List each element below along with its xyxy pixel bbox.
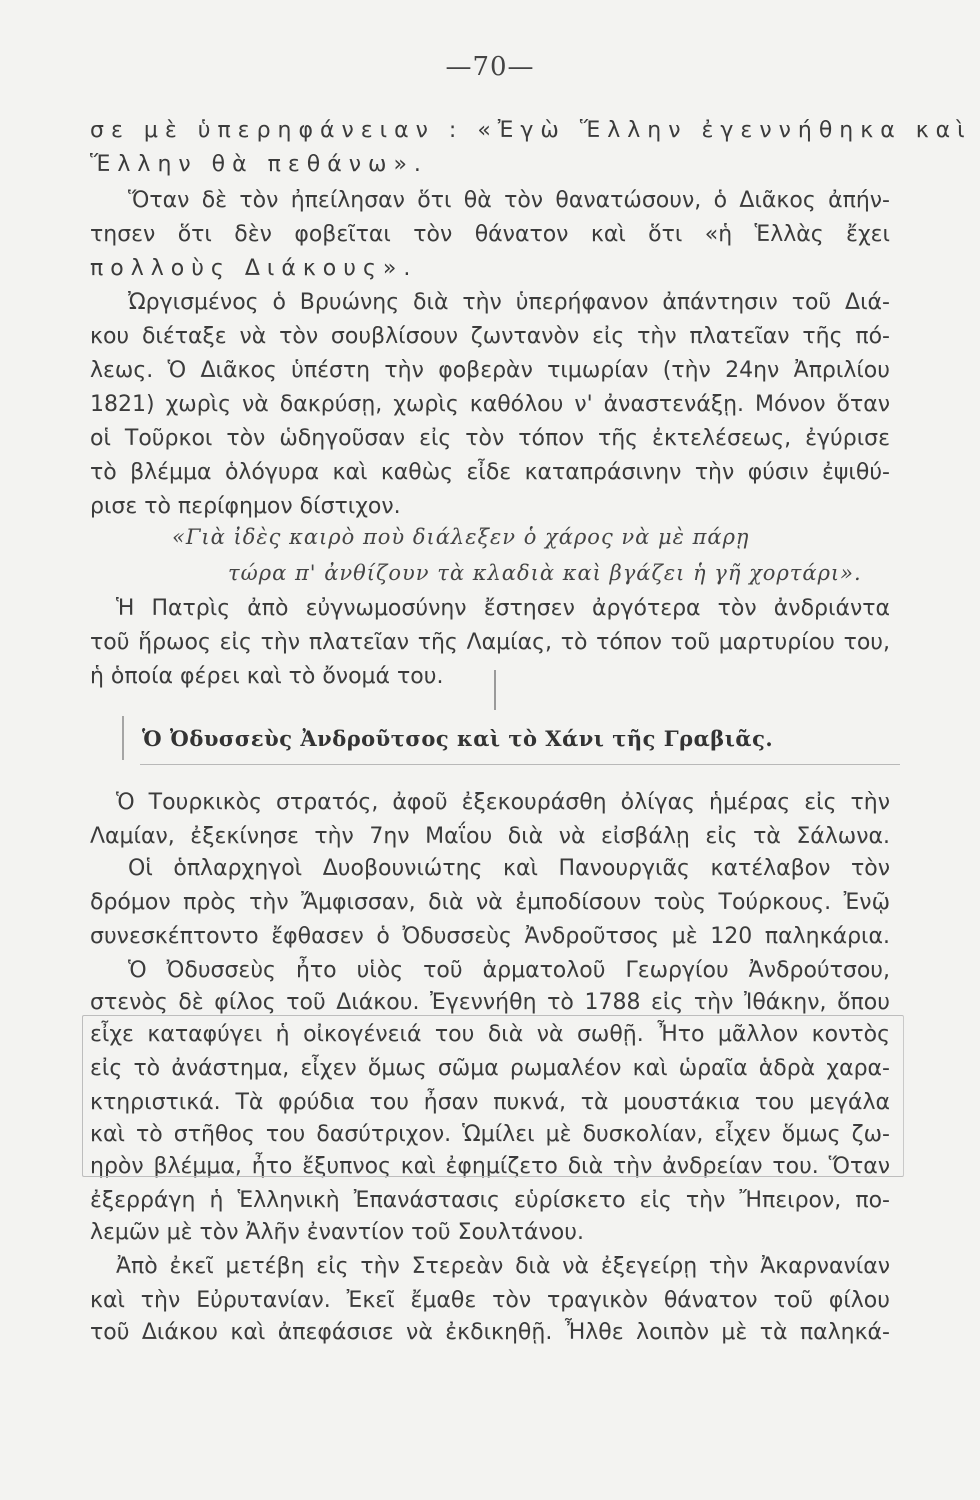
text-line: ηρὸν βλέμμα, ἦτο ἔξυπνος καὶ ἐφημίζετο διὰ τὴν ἀνδρείαν του. Ὅταν	[90, 1154, 890, 1179]
text-line: τοῦ Διάκου καὶ ἀπεφάσισε νὰ ἐκδικηθῇ. Ἦλθε λοιπὸν μὲ τὰ παληκά-	[90, 1320, 890, 1345]
text-line: Ἕλλην θὰ πεθάνω».	[90, 152, 428, 177]
text-line: εἰς τὸ ἀνάστημα, εἶχεν ὅμως σῶμα ρωμαλέον καὶ ὡραῖα ἁδρὰ χαρα-	[90, 1056, 890, 1081]
text-line: σε μὲ ὑπερηφάνειαν : «Ἐγὼ Ἕλλην ἐγεννήθηκα καὶ	[90, 118, 972, 143]
verse-line: «Γιὰ ἰδὲς καιρὸ ποὺ διάλεξεν ὁ χάρος νὰ μὲ πάρῃ	[172, 525, 750, 549]
text-line: οἱ Τοῦρκοι τὸν ὡδηγοῦσαν εἰς τὸν τόπον τῆς ἐκτελέσεως, ἐγύρισε	[90, 426, 890, 451]
text-line: Ὠργισμένος ὁ Βρυώνης διὰ τὴν ὑπερήφανον ἀπάντησιν τοῦ Διά-	[128, 290, 890, 315]
pencil-mark	[122, 716, 124, 760]
text-line: Ὁ Τουρκικὸς στρατός, ἀφοῦ ἐξεκουράσθη ὀλίγας ἡμέρας εἰς τὴν	[116, 790, 890, 815]
text-line: δρόμον πρὸς τὴν Ἄμφισσαν, διὰ νὰ ἐμποδίσουν τοὺς Τούρκους. Ἐνῷ	[90, 890, 890, 915]
verse-line: τώρα π' ἀνθίζουν τὰ κλαδιὰ καὶ βγάζει ἡ γῆ χορτάρι».	[228, 561, 862, 585]
text-line: ἡ ὁποία φέρει καὶ τὸ ὄνομά του.	[90, 664, 444, 689]
text-line: Οἱ ὁπλαρχηγοὶ Δυοβουνιώτης καὶ Πανουργιᾶς κατέλαβον τὸν	[128, 856, 890, 881]
text-line: Ὁ Ὀδυσσεὺς ἦτο υἱὸς τοῦ ἁρματολοῦ Γεωργίου Ἀνδρούτσου,	[128, 958, 890, 983]
text-line: Λαμίαν, ἐξεκίνησε τὴν 7ην Μαΐου διὰ νὰ εἰσβάλῃ εἰς τὰ Σάλωνα.	[90, 824, 890, 849]
text-line: Ἡ Πατρὶς ἀπὸ εὐγνωμοσύνην ἔστησεν ἀργότερα τὸν ἀνδριάντα	[116, 596, 890, 621]
text-line: Ὅταν δὲ τὸν ἠπείλησαν ὅτι θὰ τὸν θανατώσουν, ὁ Διᾶκος ἀπήν-	[128, 188, 890, 213]
text-line: καὶ τὸ στῆθος του δασύτριχον. Ὡμίλει μὲ δυσκολίαν, εἶχεν ὅμως ζω-	[90, 1122, 890, 1147]
text-line: συνεσκέπτοντο ἔφθασεν ὁ Ὀδυσσεὺς Ἀνδροῦτσος μὲ 120 παληκάρια.	[90, 924, 890, 949]
text-line: κτηριστικά. Τὰ φρύδια του ἦσαν πυκνά, τὰ μουστάκια του μεγάλα	[90, 1090, 890, 1115]
text-line: λεως. Ὁ Διᾶκος ὑπέστη τὴν φοβερὰν τιμωρίαν (τὴν 24ην Ἀπριλίου	[90, 358, 890, 383]
pencil-mark	[494, 670, 496, 710]
text-line: εἶχε καταφύγει ἡ οἰκογένειά του διὰ νὰ σωθῇ. Ἦτο μᾶλλον κοντὸς	[90, 1022, 890, 1047]
text-line: ἐξερράγη ἡ Ἑλληνικὴ Ἐπανάστασις εὑρίσκετο εἰς τὴν Ἤπειρον, πο-	[90, 1188, 890, 1213]
text-line: καὶ τὴν Εὐρυτανίαν. Ἐκεῖ ἔμαθε τὸν τραγικὸν θάνατον τοῦ φίλου	[90, 1288, 890, 1313]
text-line: ρισε τὸ περίφημον δίστιχον.	[90, 494, 401, 519]
text-line: πολλοὺς Διάκους».	[90, 256, 418, 281]
section-heading: Ὁ Ὀδυσσεὺς Ἀνδροῦτσος καὶ τὸ Χάνι τῆς Γραβιᾶς.	[142, 726, 774, 751]
text-line: Ἀπὸ ἐκεῖ μετέβη εἰς τὴν Στερεὰν διὰ νὰ ἐξεγείρῃ τὴν Ἀκαρνανίαν	[116, 1254, 890, 1279]
heading-underline	[140, 764, 900, 765]
text-line: κου διέταξε νὰ τὸν σουβλίσουν ζωντανὸν εἰς τὴν πλατεῖαν τῆς πό-	[90, 324, 890, 349]
text-line: τοῦ ἥρωος εἰς τὴν πλατεῖαν τῆς Λαμίας, τὸ τόπον τοῦ μαρτυρίου του,	[90, 630, 890, 655]
text-line: λεμῶν μὲ τὸν Ἀλῆν ἐναντίον τοῦ Σουλτάνου.	[90, 1220, 584, 1245]
text-line: στενὸς δὲ φίλος τοῦ Διάκου. Ἐγεννήθη τὸ 1788 εἰς τὴν Ἰθάκην, ὅπου	[90, 990, 890, 1015]
text-line: τησεν ὅτι δὲν φοβεῖται τὸν θάνατον καὶ ὅτι «ἡ Ἑλλὰς ἔχει	[90, 222, 890, 247]
page-number: —70—	[445, 52, 535, 82]
text-line: τὸ βλέμμα ὁλόγυρα καὶ καθὼς εἶδε καταπράσινην τὴν φύσιν ἐψιθύ-	[90, 460, 890, 485]
text-line: 1821) χωρὶς νὰ δακρύσῃ, χωρὶς καθόλου ν' ἀναστενάξῃ. Μόνον ὅταν	[90, 392, 890, 417]
pencil-box-mark	[82, 1015, 904, 1177]
